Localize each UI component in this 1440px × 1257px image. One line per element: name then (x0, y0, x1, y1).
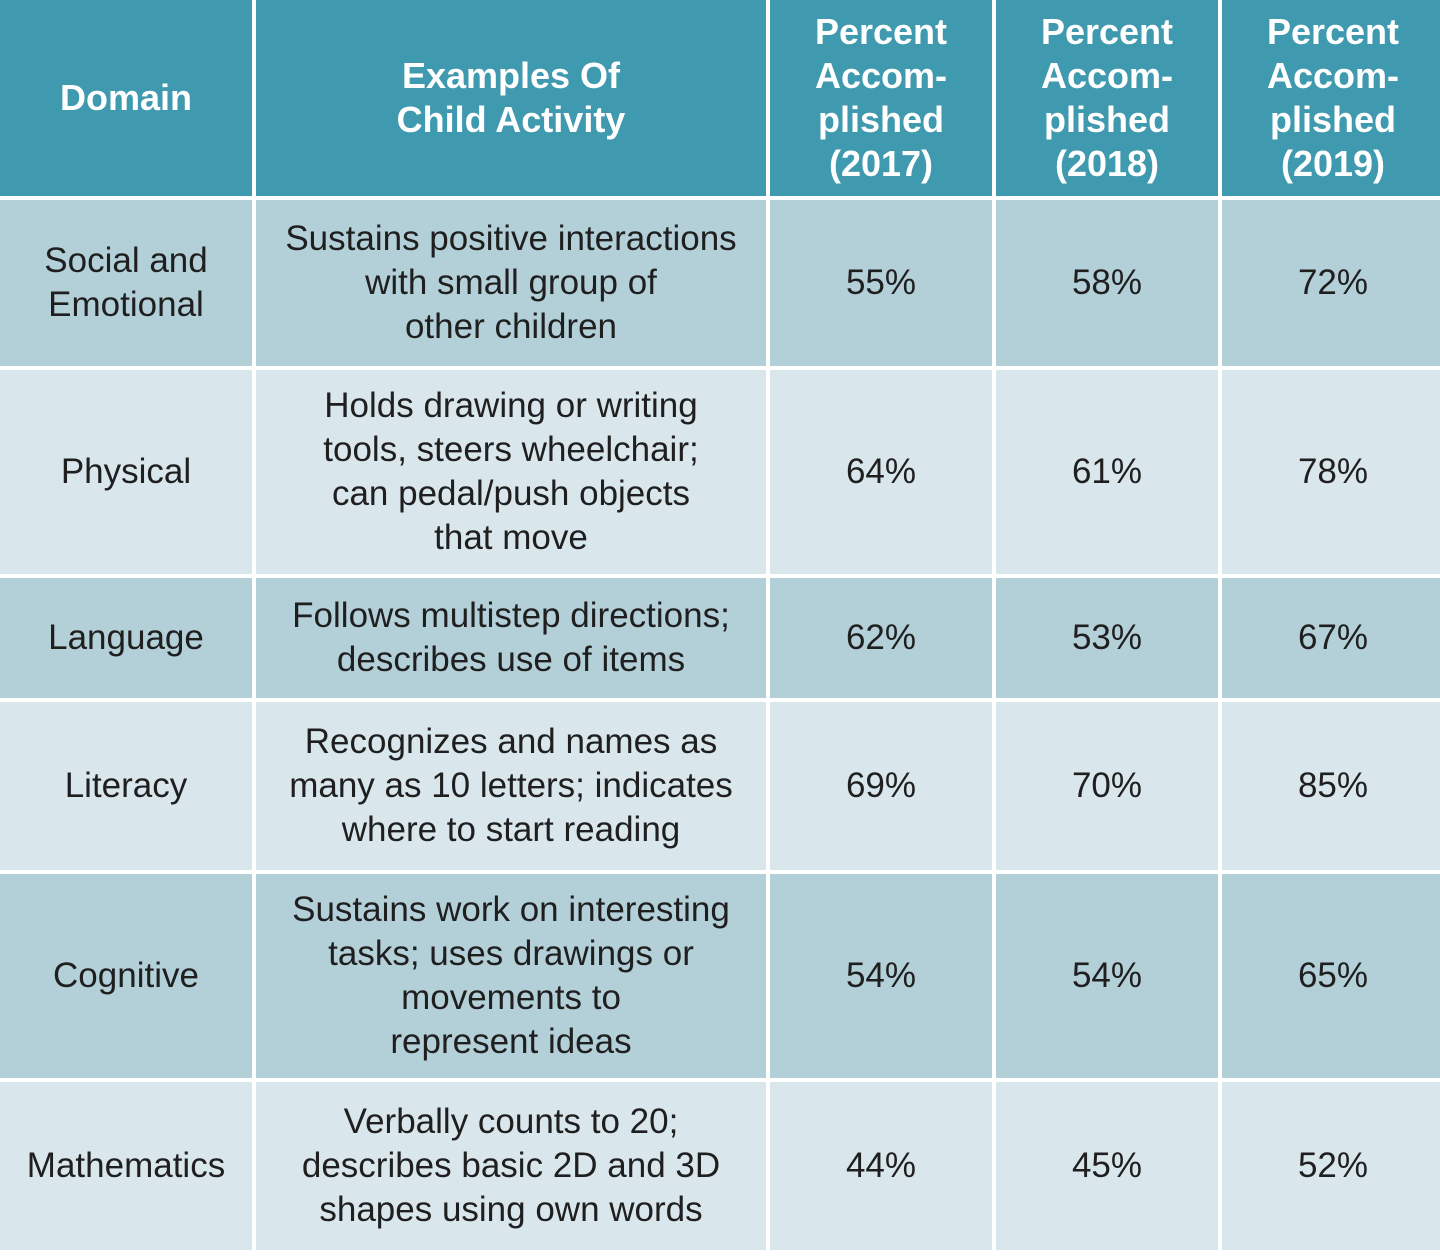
table-row (0, 370, 1440, 574)
header-percent-2017: Percent Accom- plished (2017) (770, 0, 992, 196)
example-cell: Sustains work on interesting tasks; uses drawings or movements to represent ideas (256, 874, 766, 1078)
percent-2019-cell: 72% (1222, 200, 1440, 366)
domain-cell: Cognitive (0, 874, 252, 1078)
example-cell: Recognizes and names as many as 10 letters; indicates where to start reading (256, 702, 766, 870)
percent-2017-cell: 54% (770, 874, 992, 1078)
table-row (0, 702, 1440, 870)
example-cell: Follows multistep directions; describes use of items (256, 578, 766, 698)
table-row (0, 1082, 1440, 1250)
percent-2019-cell: 65% (1222, 874, 1440, 1078)
percent-2017-cell: 55% (770, 200, 992, 366)
table-row (0, 874, 1440, 1078)
header-row (0, 0, 1440, 196)
percent-2018-cell: 61% (996, 370, 1218, 574)
domain-cell: Language (0, 578, 252, 698)
domain-cell: Physical (0, 370, 252, 574)
percent-2019-cell: 78% (1222, 370, 1440, 574)
example-cell: Sustains positive interactions with small group of other children (256, 200, 766, 366)
percent-2018-cell: 53% (996, 578, 1218, 698)
percent-2018-cell: 54% (996, 874, 1218, 1078)
header-percent-2018: Percent Accom- plished (2018) (996, 0, 1218, 196)
percent-2017-cell: 64% (770, 370, 992, 574)
domain-cell: Literacy (0, 702, 252, 870)
header-examples: Examples Of Child Activity (256, 0, 766, 196)
header-domain: Domain (0, 0, 252, 196)
example-cell: Verbally counts to 20; describes basic 2D and 3D shapes using own words (256, 1082, 766, 1250)
header-percent-2019: Percent Accom- plished (2019) (1222, 0, 1440, 196)
domain-cell: Mathematics (0, 1082, 252, 1250)
domain-cell: Social and Emotional (0, 200, 252, 366)
percent-2019-cell: 85% (1222, 702, 1440, 870)
percent-2018-cell: 70% (996, 702, 1218, 870)
percent-2019-cell: 67% (1222, 578, 1440, 698)
percent-2018-cell: 45% (996, 1082, 1218, 1250)
table-row (0, 578, 1440, 698)
table-row (0, 200, 1440, 366)
example-cell: Holds drawing or writing tools, steers wheelchair; can pedal/push objects that move (256, 370, 766, 574)
percent-2017-cell: 44% (770, 1082, 992, 1250)
percent-2017-cell: 62% (770, 578, 992, 698)
percent-2017-cell: 69% (770, 702, 992, 870)
percent-2019-cell: 52% (1222, 1082, 1440, 1250)
percent-2018-cell: 58% (996, 200, 1218, 366)
